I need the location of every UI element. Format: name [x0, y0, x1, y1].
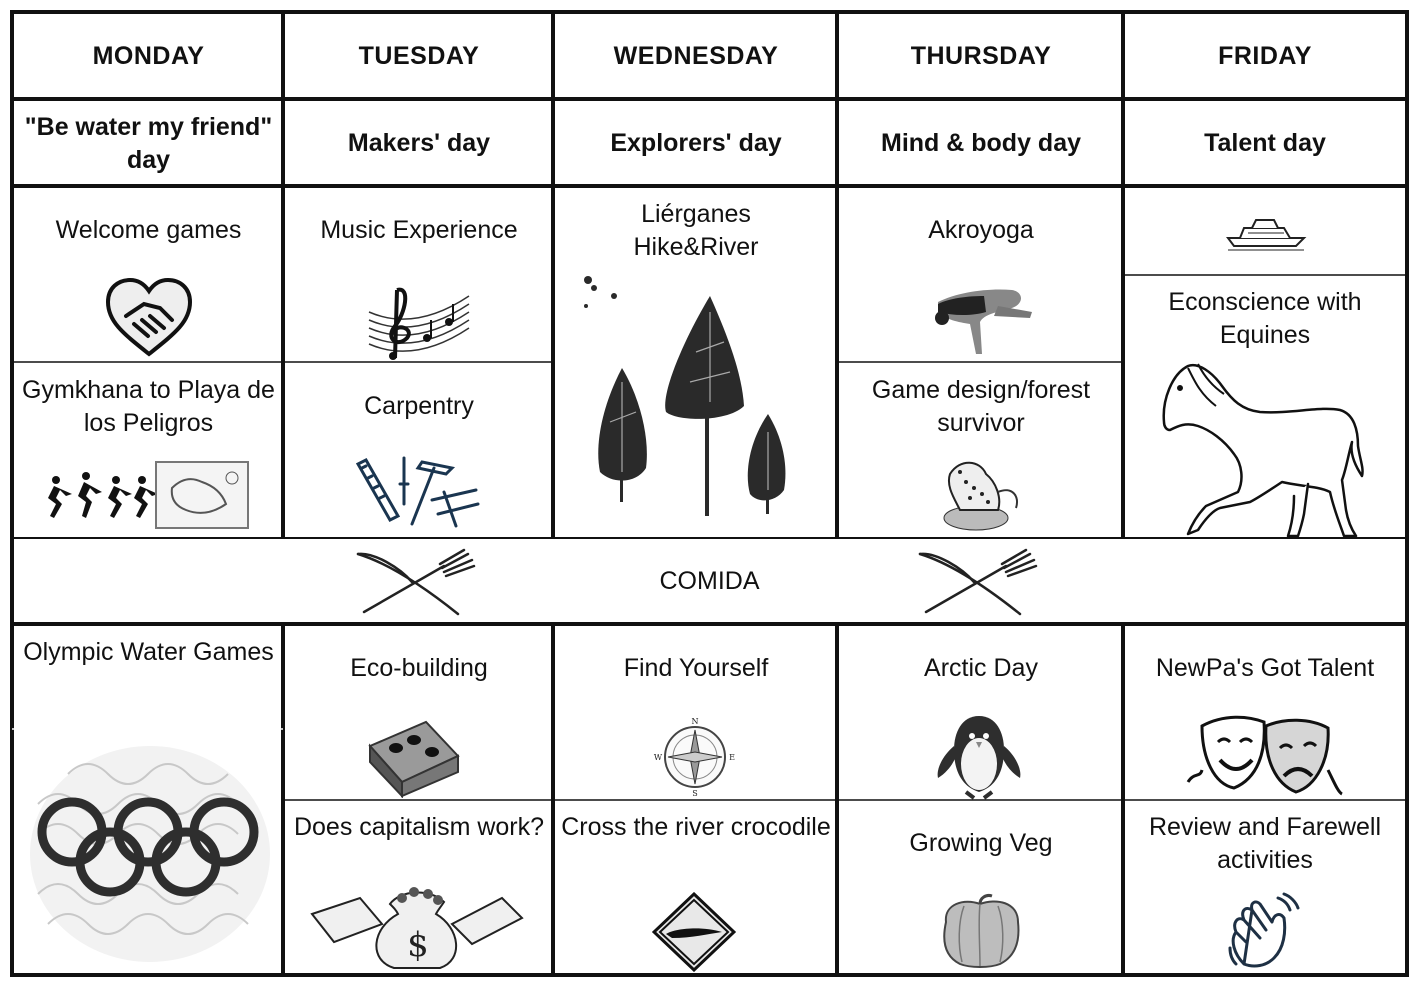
dollar-sign-icon: $	[407, 925, 429, 965]
activity-label: Arctic Day	[924, 654, 1038, 682]
compass-letter: N	[691, 717, 699, 726]
music-notes-icon	[365, 282, 475, 362]
bell-pepper-icon	[934, 892, 1028, 970]
activity-label: Carpentry	[364, 392, 474, 420]
activity-newpa-talent	[1125, 652, 1405, 692]
activity-growing-veg	[839, 827, 1123, 867]
activity-olympic-water-games	[14, 636, 283, 706]
theme-monday: "Be water my friend" day	[24, 112, 273, 174]
activity-review-farewell	[1125, 811, 1405, 881]
olympic-rings-icon	[28, 744, 272, 970]
theme-thursday: Mind & body day	[881, 129, 1081, 157]
activity-label: Welcome games	[55, 216, 242, 244]
theme-friday: Talent day	[1204, 129, 1326, 157]
activity-label: Does capitalism work?	[293, 813, 545, 841]
heart-handshake-icon	[104, 278, 194, 358]
lunch-label: COMIDA	[659, 566, 760, 595]
runners-map-icon	[40, 458, 255, 534]
boat-icon	[1224, 214, 1308, 252]
theme-tuesday: Makers' day	[347, 129, 491, 157]
day-header-thursday: THURSDAY	[910, 42, 1052, 70]
crocodile-sign-icon	[652, 892, 736, 972]
activity-capitalism	[285, 811, 553, 881]
horse-icon	[1158, 360, 1370, 538]
activity-label: Find Yourself	[623, 654, 769, 682]
trees-icon	[578, 272, 793, 522]
activity-label: Review and Farewell activities	[1148, 813, 1382, 874]
cheetah-icon	[936, 452, 1026, 534]
compass-icon	[652, 716, 738, 798]
carpentry-tools-icon	[352, 454, 482, 534]
activity-label: Growing Veg	[909, 829, 1053, 857]
activity-find-yourself	[555, 652, 837, 692]
compass-letter: E	[729, 753, 735, 762]
fork-knife-icon	[354, 548, 478, 618]
theme-wednesday: Explorers' day	[610, 129, 782, 157]
day-header-friday: FRIDAY	[1218, 42, 1312, 70]
day-header-monday: MONDAY	[92, 42, 205, 70]
activity-label: Olympic Water Games	[23, 638, 274, 666]
activity-eco-building	[285, 652, 553, 692]
activity-label: NewPa's Got Talent	[1155, 654, 1375, 682]
brick-icon	[366, 716, 462, 798]
activity-music-experience	[285, 214, 553, 254]
activity-label: Cross the river crocodile	[561, 813, 831, 841]
activity-label: Liérganes Hike&River	[633, 200, 759, 261]
day-header-wednesday: WEDNESDAY	[613, 42, 779, 70]
day-header-tuesday: TUESDAY	[358, 42, 480, 70]
lunch-row	[14, 538, 1405, 624]
activity-label: Eco-building	[350, 654, 488, 682]
activity-lierganes-hike	[555, 198, 837, 268]
waving-hand-icon	[1226, 892, 1300, 970]
activity-label: Econscience with Equines	[1168, 288, 1362, 349]
money-icon	[310, 884, 524, 970]
activity-cross-river-crocodile	[555, 811, 837, 881]
activity-label: Music Experience	[320, 216, 518, 244]
compass-letter: S	[692, 789, 698, 798]
activity-arctic-day	[839, 652, 1123, 692]
fork-knife-icon	[916, 548, 1040, 618]
activity-welcome-games	[14, 214, 283, 254]
activity-game-design	[839, 374, 1123, 444]
theatre-masks-icon	[1184, 712, 1344, 798]
activity-gymkhana	[14, 374, 283, 444]
penguin-icon	[932, 712, 1026, 800]
activity-label: Game design/forest survivor	[871, 376, 1091, 437]
activity-label: Akroyoga	[928, 216, 1034, 244]
activity-carpentry	[285, 390, 553, 430]
compass-letter: W	[653, 753, 663, 762]
activity-econscience-equines	[1125, 286, 1405, 356]
activity-label: Gymkhana to Playa de los Peligros	[22, 376, 275, 437]
yoga-pose-icon	[928, 282, 1038, 358]
activity-akroyoga	[839, 214, 1123, 254]
